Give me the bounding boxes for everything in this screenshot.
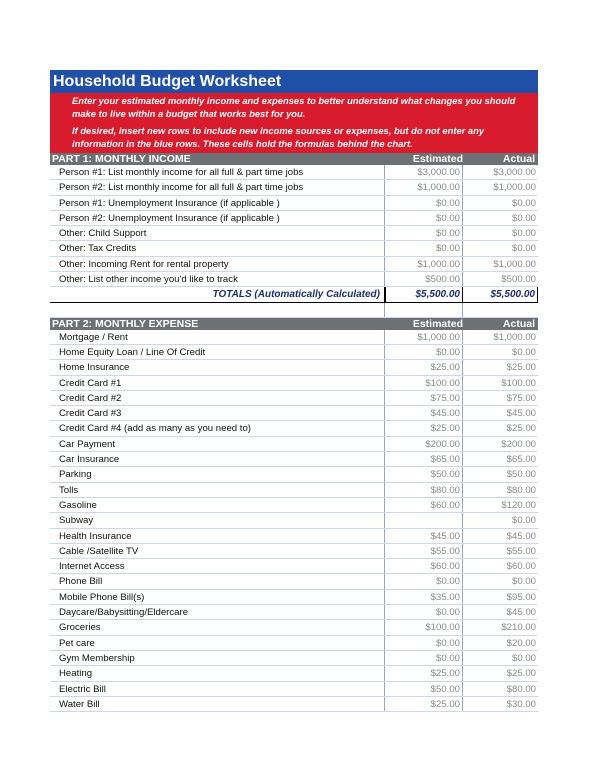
expense-estimated-cell[interactable]: $25.00: [385, 421, 463, 435]
expense-row: [50, 529, 538, 544]
expense-row: [50, 376, 538, 391]
income-actual-header: Actual: [502, 153, 535, 165]
budget-worksheet: [50, 70, 538, 712]
expense-row-label: Cable /Satellite TV: [50, 544, 385, 558]
expense-row: [50, 421, 538, 436]
expense-row: [50, 437, 538, 452]
expense-row-label: Daycare/Babysitting/Eldercare: [50, 605, 385, 619]
expense-estimated-cell[interactable]: $80.00: [385, 483, 463, 497]
expense-row-label: Heating: [50, 666, 385, 680]
expense-row: [50, 345, 538, 360]
expense-row-label: Gasoline: [50, 498, 385, 512]
expense-actual-cell[interactable]: $75.00: [506, 392, 536, 404]
totals-label: TOTALS (Automatically Calculated): [50, 287, 385, 302]
expense-actual-cell[interactable]: $20.00: [506, 637, 536, 649]
expense-actual-cell[interactable]: $80.00: [506, 484, 536, 496]
totals-estimated-cell[interactable]: $5,500.00: [385, 287, 463, 302]
income-estimated-cell[interactable]: $0.00: [385, 226, 463, 240]
expense-row-label: Pet care: [50, 636, 385, 650]
expense-section-header: [50, 318, 538, 330]
expense-row-label: Home Insurance: [50, 360, 385, 374]
expense-row: [50, 391, 538, 406]
income-row: [50, 257, 538, 272]
expense-row-label: Parking: [50, 467, 385, 481]
blank-row: [50, 303, 538, 318]
income-row-label: Other: Child Support: [50, 226, 385, 240]
income-row: [50, 241, 538, 256]
expense-actual-cell[interactable]: $120.00: [501, 499, 536, 511]
expense-row: [50, 574, 538, 589]
expense-row-label: Car Payment: [50, 437, 385, 451]
income-actual-cell[interactable]: $0.00: [511, 243, 536, 255]
income-row: [50, 226, 538, 241]
income-estimated-cell[interactable]: $0.00: [385, 211, 463, 225]
expense-actual-cell[interactable]: $30.00: [506, 698, 536, 710]
expense-row: [50, 406, 538, 421]
instructions-banner: [50, 93, 538, 153]
income-row-label: Other: Incoming Rent for rental property: [50, 257, 385, 271]
expense-row-label: Phone Bill: [50, 574, 385, 588]
expense-actual-cell[interactable]: $25.00: [506, 362, 536, 374]
expense-actual-cell[interactable]: $65.00: [506, 454, 536, 466]
expense-row-label: Internet Access: [50, 559, 385, 573]
income-row: [50, 180, 538, 195]
expense-row: [50, 697, 538, 712]
expense-estimated-cell[interactable]: $45.00: [385, 406, 463, 420]
expense-actual-cell[interactable]: $210.00: [501, 622, 536, 634]
income-actual-cell[interactable]: $1,000.00: [493, 182, 536, 194]
expense-row-label: Credit Card #3: [50, 406, 385, 420]
expense-row: [50, 498, 538, 513]
income-actual-cell[interactable]: $1,000.00: [493, 258, 536, 270]
expense-actual-header: Actual: [502, 317, 535, 330]
expense-actual-cell[interactable]: $45.00: [506, 530, 536, 542]
income-row-label: Person #2: List monthly income for all full & part time jobs: [50, 180, 385, 194]
expense-actual-cell[interactable]: $60.00: [506, 561, 536, 573]
expense-row: [50, 360, 538, 375]
income-totals-row: [50, 287, 538, 302]
income-actual-cell[interactable]: $0.00: [511, 197, 536, 209]
expense-actual-cell[interactable]: $100.00: [501, 377, 536, 389]
expense-actual-cell[interactable]: $1,000.00: [493, 331, 536, 343]
expense-row: [50, 483, 538, 498]
expense-row: [50, 330, 538, 345]
income-row: [50, 211, 538, 226]
income-row-label: Person #1: List monthly income for all full & part time jobs: [50, 165, 385, 179]
income-estimated-cell[interactable]: $1,000.00: [385, 257, 463, 271]
expense-row-label: Mobile Phone Bill(s): [50, 590, 385, 604]
income-actual-cell[interactable]: $0.00: [511, 228, 536, 240]
expense-estimated-cell[interactable]: [385, 513, 463, 527]
income-row: [50, 272, 538, 287]
income-rows: [50, 165, 538, 287]
expense-estimated-cell[interactable]: $1,000.00: [385, 330, 463, 344]
income-row-label: Person #1: Unemployment Insurance (if applicable ): [50, 196, 385, 210]
expense-row: [50, 590, 538, 605]
worksheet-title: Household Budget Worksheet: [50, 70, 538, 93]
expense-estimated-cell[interactable]: $0.00: [385, 574, 463, 588]
expense-estimated-cell[interactable]: $50.00: [385, 467, 463, 481]
expense-estimated-cell[interactable]: $0.00: [385, 636, 463, 650]
expense-estimated-cell[interactable]: $100.00: [385, 620, 463, 634]
expense-estimated-cell[interactable]: $100.00: [385, 376, 463, 390]
expense-row-label: Groceries: [50, 620, 385, 634]
income-actual-cell[interactable]: $0.00: [511, 212, 536, 224]
income-heading: PART 1: MONTHLY INCOME: [52, 153, 191, 165]
expense-actual-cell[interactable]: $45.00: [506, 607, 536, 619]
expense-estimated-cell[interactable]: $25.00: [385, 360, 463, 374]
expense-row: [50, 559, 538, 574]
expense-row: [50, 682, 538, 697]
expense-row-label: Water Bill: [50, 697, 385, 711]
expense-estimated-header: Estimated: [412, 317, 463, 330]
expense-row: [50, 636, 538, 651]
expense-row-label: Mortgage / Rent: [50, 330, 385, 344]
expense-estimated-cell[interactable]: $75.00: [385, 391, 463, 405]
expense-actual-cell[interactable]: $80.00: [506, 683, 536, 695]
expense-actual-cell[interactable]: $95.00: [506, 591, 536, 603]
expense-estimated-cell[interactable]: $65.00: [385, 452, 463, 466]
blank-cell: [385, 303, 463, 317]
expense-actual-cell[interactable]: $55.00: [506, 545, 536, 557]
income-row-label: Person #2: Unemployment Insurance (if applicable ): [50, 211, 385, 225]
expense-row-label: Gym Membership: [50, 651, 385, 665]
expense-estimated-cell[interactable]: $60.00: [385, 559, 463, 573]
expense-row-label: Home Equity Loan / Line Of Credit: [50, 345, 385, 359]
expense-estimated-cell[interactable]: $60.00: [385, 498, 463, 512]
expense-row-label: Credit Card #2: [50, 391, 385, 405]
expense-row-label: Tolls: [50, 483, 385, 497]
expense-actual-cell[interactable]: $200.00: [501, 438, 536, 450]
income-row-label: Other: List other income you'd like to track: [50, 272, 385, 286]
expense-estimated-cell[interactable]: $25.00: [385, 666, 463, 680]
income-actual-cell[interactable]: $3,000.00: [493, 167, 536, 178]
income-row-label: Other: Tax Credits: [50, 241, 385, 255]
expense-row: [50, 452, 538, 467]
expense-estimated-cell[interactable]: $45.00: [385, 529, 463, 543]
expense-row-label: Credit Card #1: [50, 376, 385, 390]
expense-row-label: Electric Bill: [50, 682, 385, 696]
income-section-header: [50, 153, 538, 165]
expense-actual-cell[interactable]: $0.00: [511, 576, 536, 588]
expense-row-label: Car Insurance: [50, 452, 385, 466]
expense-estimated-cell[interactable]: $0.00: [385, 651, 463, 665]
expense-row: [50, 544, 538, 559]
expense-row: [50, 467, 538, 482]
instructions-line-1: Enter your estimated monthly income and expenses to better understand what changes you should make to live within a budget that works best for you.: [72, 95, 516, 119]
expense-row: [50, 651, 538, 666]
instructions-line-2: If desired, insert new rows to include new income sources or expenses, but do not enter any information in the blue rows. These cells hold the formulas behind the chart.: [72, 125, 485, 149]
income-estimated-cell[interactable]: $0.00: [385, 241, 463, 255]
expense-estimated-cell[interactable]: $25.00: [385, 697, 463, 711]
expense-estimated-cell[interactable]: $0.00: [385, 605, 463, 619]
income-estimated-cell[interactable]: $1,000.00: [385, 180, 463, 194]
expense-actual-cell[interactable]: $0.00: [511, 515, 536, 527]
expense-estimated-cell[interactable]: $0.00: [385, 345, 463, 359]
expense-row: [50, 605, 538, 620]
blank-cell: [50, 303, 385, 317]
expense-estimated-cell[interactable]: $35.00: [385, 590, 463, 604]
expense-estimated-cell[interactable]: $200.00: [385, 437, 463, 451]
expense-heading: PART 2: MONTHLY EXPENSE: [52, 317, 199, 330]
expense-row-label: Credit Card #4 (add as many as you need to): [50, 421, 385, 435]
expense-row: [50, 513, 538, 528]
income-estimated-cell[interactable]: $0.00: [385, 196, 463, 210]
income-row: [50, 165, 538, 180]
expense-rows: [50, 330, 538, 712]
expense-row: [50, 620, 538, 635]
income-row: [50, 196, 538, 211]
income-actual-cell[interactable]: $500.00: [501, 274, 536, 286]
expense-actual-cell[interactable]: $50.00: [506, 469, 536, 481]
expense-row-label: Subway: [50, 513, 385, 527]
expense-estimated-cell[interactable]: $55.00: [385, 544, 463, 558]
expense-actual-cell[interactable]: $25.00: [506, 423, 536, 435]
expense-estimated-cell[interactable]: $50.00: [385, 682, 463, 696]
income-estimated-cell[interactable]: $500.00: [385, 272, 463, 286]
expense-actual-cell[interactable]: $0.00: [511, 346, 536, 358]
expense-actual-cell[interactable]: $0.00: [511, 652, 536, 664]
expense-row: [50, 666, 538, 681]
income-estimated-header: Estimated: [412, 153, 463, 165]
totals-actual-cell[interactable]: $5,500.00: [463, 287, 538, 302]
expense-actual-cell[interactable]: $45.00: [506, 408, 536, 420]
income-estimated-cell[interactable]: $3,000.00: [385, 165, 463, 179]
expense-actual-cell[interactable]: $25.00: [506, 668, 536, 680]
expense-row-label: Health Insurance: [50, 529, 385, 543]
